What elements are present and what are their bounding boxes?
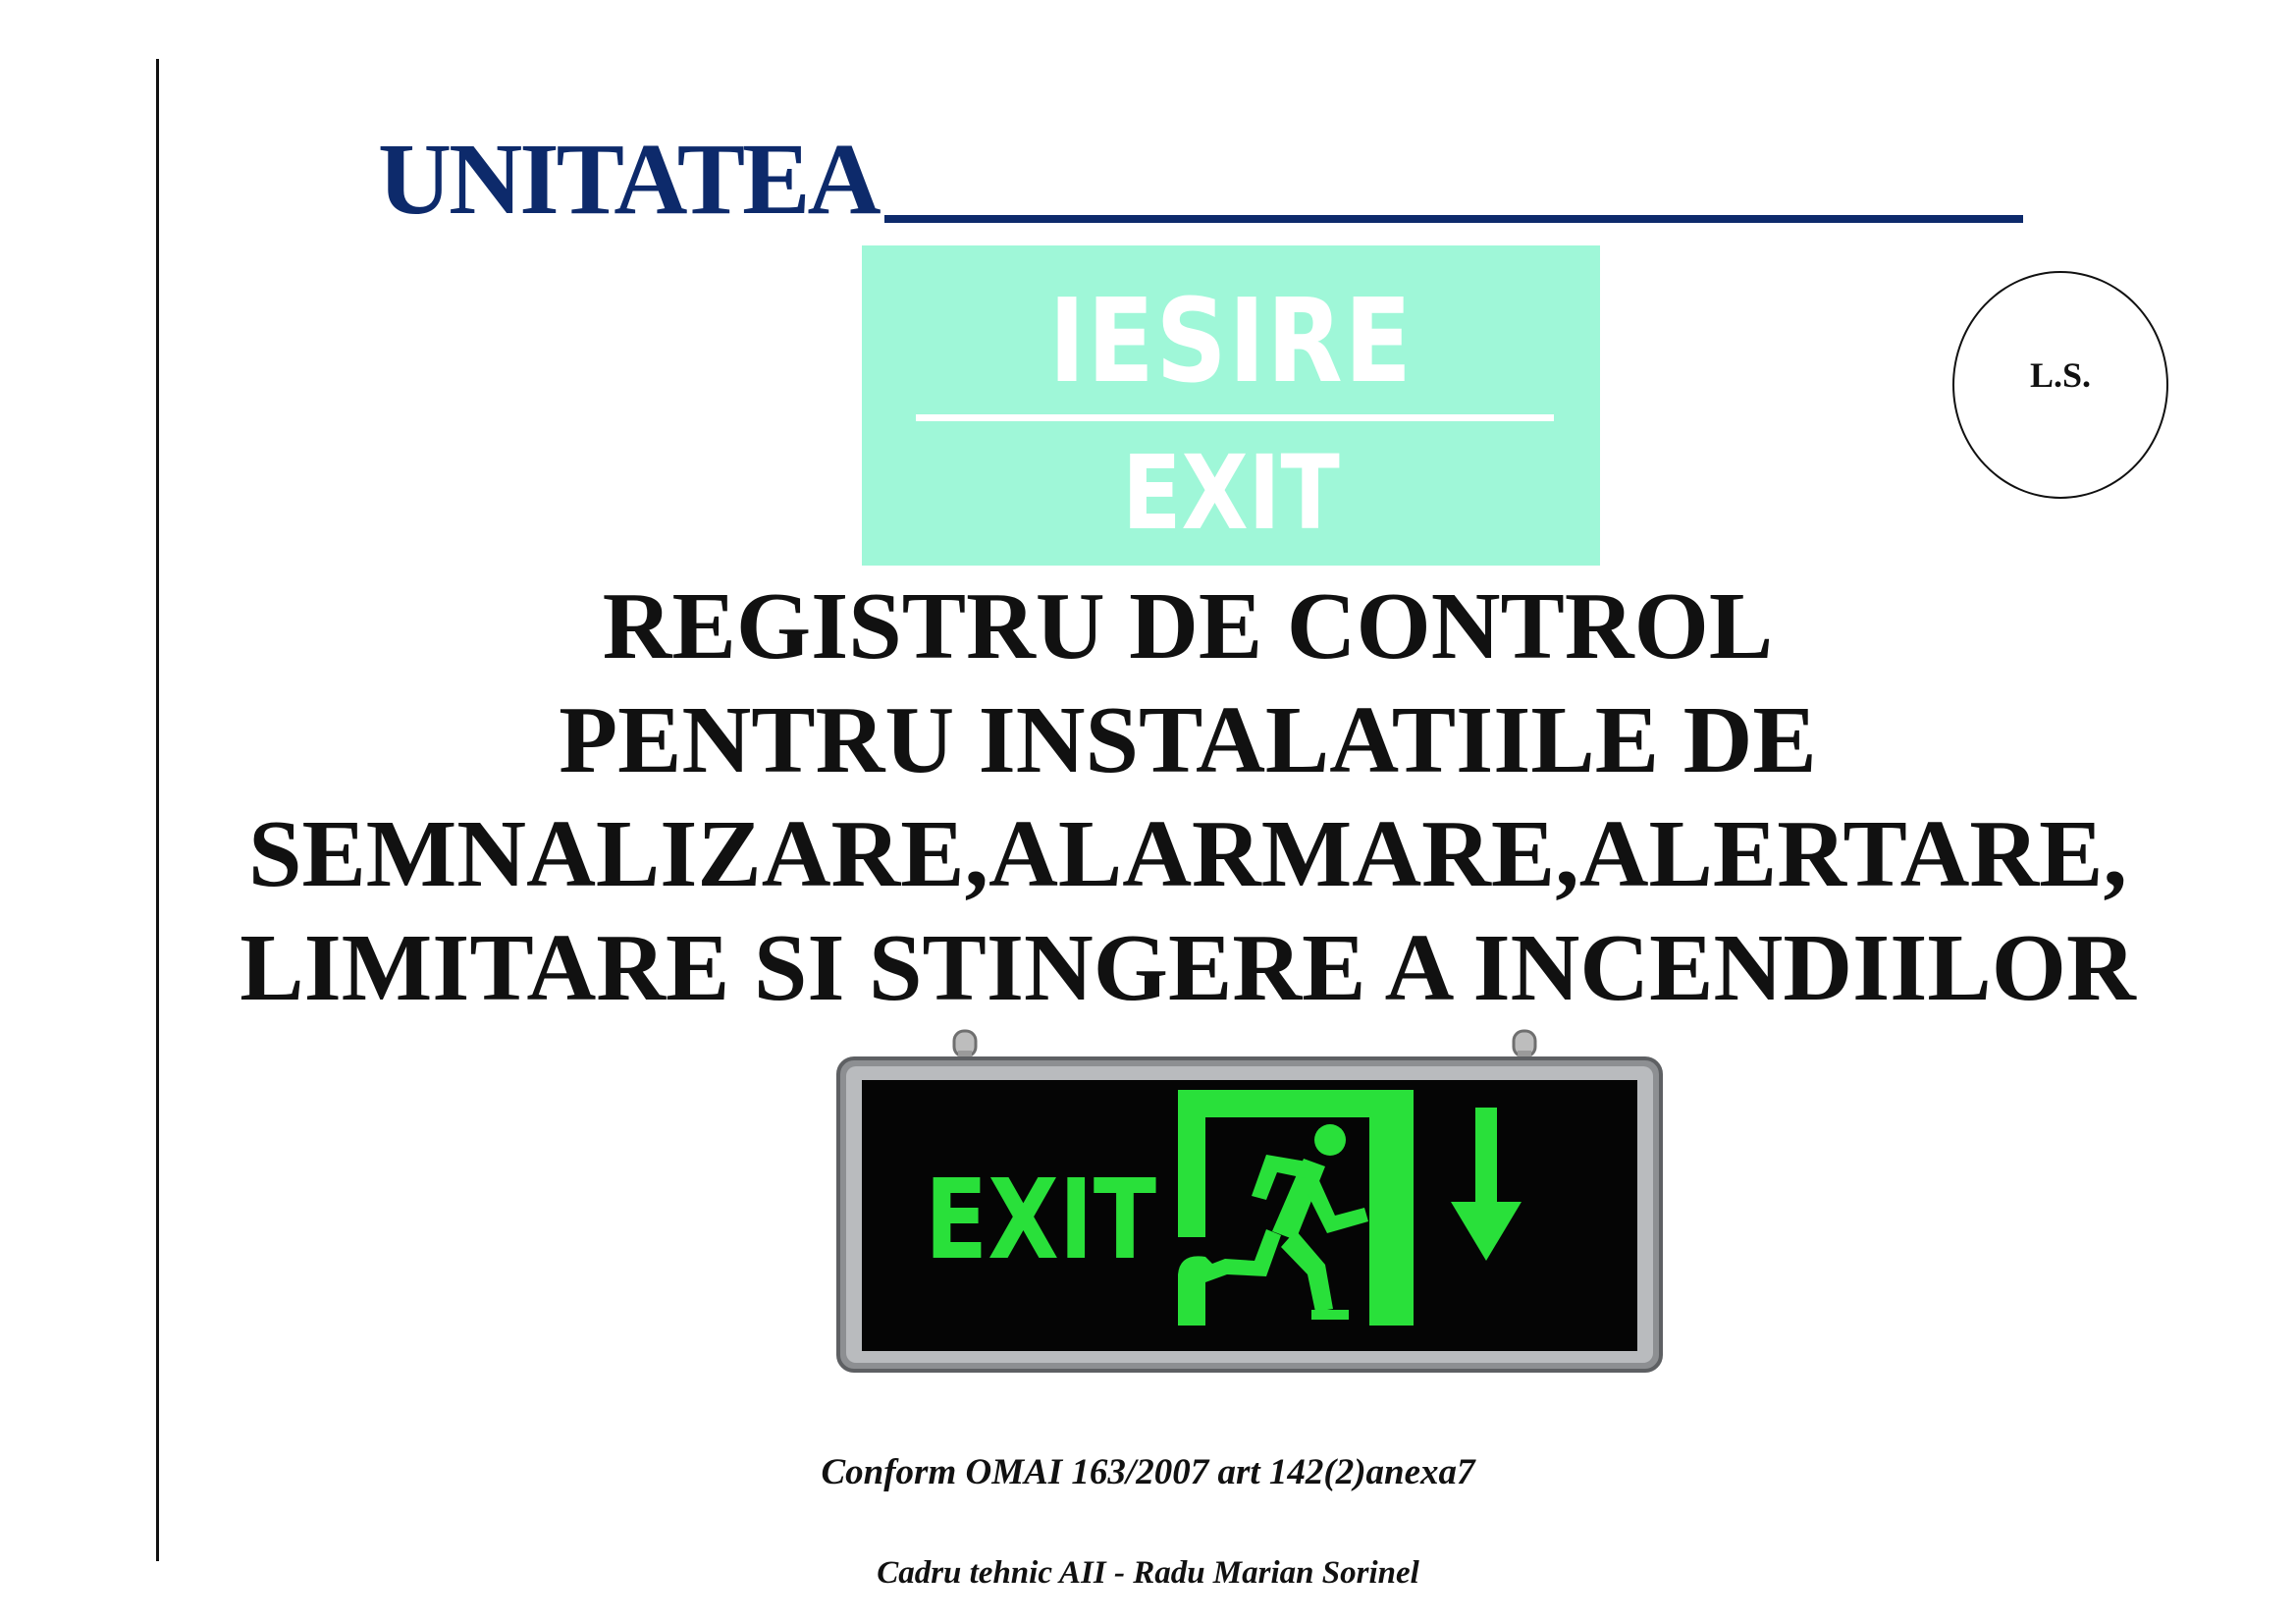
exit-sign-illustration [834, 1029, 1665, 1375]
title-line-3: SEMNALIZARE,ALARMARE,ALERTARE, [247, 801, 2128, 907]
unit-label: UNITATEA [378, 123, 879, 236]
iesire-text: IESIRE [1048, 273, 1414, 408]
sign-divider [916, 414, 1554, 421]
exit-sign-text: EXIT [925, 1157, 1156, 1284]
seal-text: L.S. [2029, 355, 2092, 395]
title-line-1: REGISTRU DE CONTROL [602, 573, 1774, 679]
title-line-4: LIMITARE SI STINGERE A INCENDIILOR [240, 915, 2136, 1021]
legal-reference: Conform OMAI 163/2007 art 142(2)anexa7 [821, 1452, 1475, 1492]
seal-circle [1952, 271, 2168, 499]
exit-text: EXIT [1122, 433, 1340, 553]
author-credit: Cadru tehnic AII - Radu Marian Sorinel [877, 1555, 1419, 1591]
unit-blank-line [884, 215, 2023, 223]
iesire-exit-sign [862, 245, 1600, 566]
document-title [157, 569, 2218, 1025]
unit-field [378, 113, 2047, 236]
title-line-2: PENTRU INSTALATIILE DE [559, 687, 1817, 793]
